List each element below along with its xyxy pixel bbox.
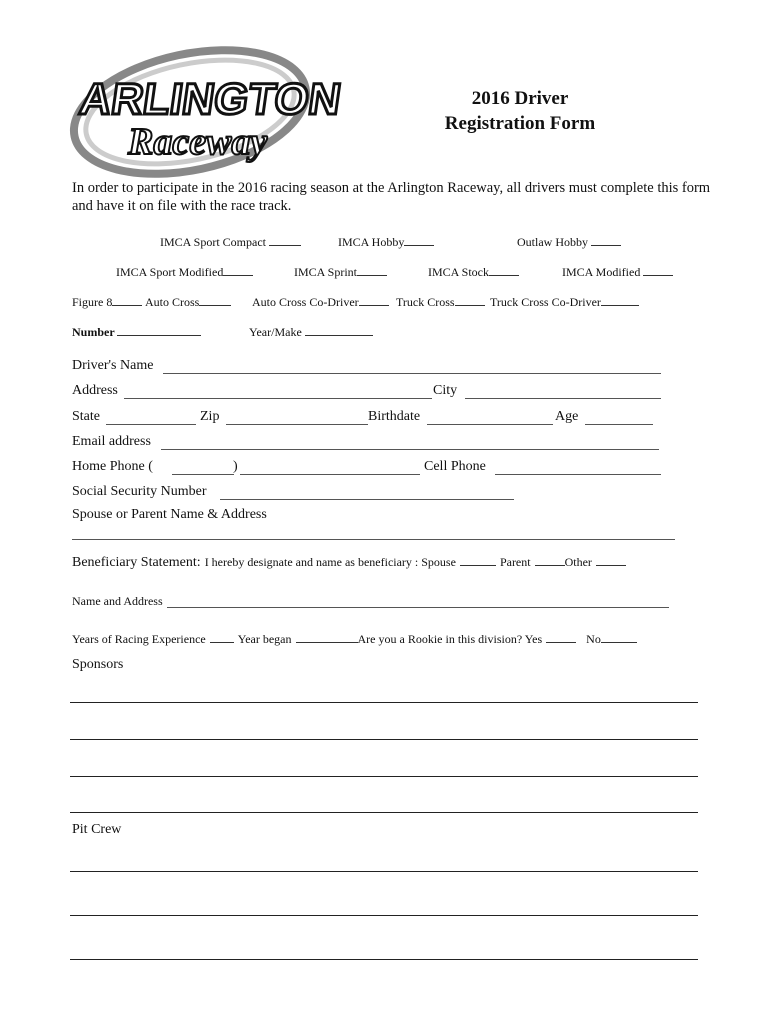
svg-text:Raceway: Raceway: [128, 121, 268, 163]
age-label: Age: [555, 409, 579, 424]
svg-text:ARLINGTON: ARLINGTON: [76, 75, 345, 124]
title-line-2: Registration Form: [444, 113, 596, 134]
beneficiary-parent-line[interactable]: [535, 554, 565, 566]
city-label: City: [433, 383, 458, 398]
home-phone-close-paren: ): [233, 459, 238, 474]
rookie-no-label: No: [586, 632, 601, 646]
year-began-label: Year began: [237, 632, 292, 646]
email-line[interactable]: [161, 449, 659, 450]
spouse-parent-label: Spouse or Parent Name & Address: [72, 507, 267, 522]
home-phone-area-line[interactable]: [172, 474, 234, 475]
beneficiary-spouse-line[interactable]: [460, 554, 496, 566]
class-truck-cross[interactable]: Truck Cross: [396, 294, 485, 310]
pit-crew-line[interactable]: [70, 871, 698, 872]
class-figure-8[interactable]: Figure 8: [72, 294, 142, 310]
ssn-line[interactable]: [220, 499, 514, 500]
beneficiary-other-label: Other: [564, 555, 592, 569]
class-auto-cross[interactable]: Auto Cross: [145, 294, 231, 310]
intro-paragraph: In order to participate in the 2016 racing season at the Arlington Raceway, all drivers must complete this form and have it on file with the race track.: [72, 180, 711, 214]
number-field[interactable]: Number: [72, 324, 201, 340]
sponsors-line[interactable]: [70, 776, 698, 777]
beneficiary-other-line[interactable]: [596, 554, 626, 566]
pit-crew-label: Pit Crew: [72, 822, 122, 837]
email-label: Email address: [72, 434, 151, 449]
address-line[interactable]: [124, 398, 432, 399]
class-imca-sport-modified[interactable]: IMCA Sport Modified: [116, 264, 253, 280]
age-line[interactable]: [585, 424, 653, 425]
home-phone-label: Home Phone (: [72, 459, 153, 474]
class-auto-cross-co-driver[interactable]: Auto Cross Co-Driver: [252, 294, 389, 310]
rookie-no-line[interactable]: [601, 631, 637, 643]
sponsors-line[interactable]: [70, 812, 698, 813]
sponsors-line[interactable]: [70, 702, 698, 703]
years-experience-line[interactable]: [210, 631, 234, 643]
arlington-raceway-logo: [70, 42, 345, 182]
cell-phone-line[interactable]: [495, 474, 661, 475]
class-truck-cross-co-driver[interactable]: Truck Cross Co-Driver: [490, 294, 639, 310]
years-experience-label: Years of Racing Experience: [72, 632, 206, 646]
birthdate-line[interactable]: [427, 424, 553, 425]
beneficiary-label: Beneficiary Statement:: [72, 555, 201, 570]
class-imca-sport-compact[interactable]: IMCA Sport Compact: [160, 234, 301, 250]
cell-phone-label: Cell Phone: [424, 459, 486, 474]
spouse-parent-line[interactable]: [72, 539, 675, 540]
form-title: [430, 86, 610, 136]
drivers-name-label: Driver's Name: [72, 358, 154, 373]
ssn-label: Social Security Number: [72, 484, 207, 499]
home-phone-line[interactable]: [240, 474, 420, 475]
pit-crew-line[interactable]: [70, 959, 698, 960]
rookie-label: Are you a Rookie in this division? Yes: [357, 632, 543, 646]
experience-row: [72, 630, 637, 648]
zip-line[interactable]: [226, 424, 368, 425]
name-address-label: Name and Address: [72, 594, 163, 608]
class-imca-stock[interactable]: IMCA Stock: [428, 264, 519, 280]
class-outlaw-hobby[interactable]: Outlaw Hobby: [517, 234, 621, 250]
class-imca-modified[interactable]: IMCA Modified: [562, 264, 673, 280]
title-line-1: 2016 Driver: [471, 88, 569, 109]
beneficiary-parent-label: Parent: [499, 555, 531, 569]
state-line[interactable]: [106, 424, 196, 425]
class-imca-hobby[interactable]: IMCA Hobby: [338, 234, 434, 250]
year-make-field[interactable]: Year/Make: [249, 324, 373, 340]
sponsors-label: Sponsors: [72, 657, 124, 672]
name-address-line[interactable]: [167, 607, 669, 608]
drivers-name-line[interactable]: [163, 373, 661, 374]
sponsors-line[interactable]: [70, 739, 698, 740]
state-label: State: [72, 409, 100, 424]
year-began-line[interactable]: [296, 631, 358, 643]
zip-label: Zip: [200, 409, 220, 424]
beneficiary-row: [72, 553, 626, 571]
beneficiary-text: I hereby designate and name as beneficiary : Spouse: [204, 555, 456, 569]
rookie-yes-line[interactable]: [546, 631, 576, 643]
class-imca-sprint[interactable]: IMCA Sprint: [294, 264, 387, 280]
city-line[interactable]: [465, 398, 661, 399]
birthdate-label: Birthdate: [368, 409, 421, 424]
address-label: Address: [72, 383, 118, 398]
pit-crew-line[interactable]: [70, 915, 698, 916]
